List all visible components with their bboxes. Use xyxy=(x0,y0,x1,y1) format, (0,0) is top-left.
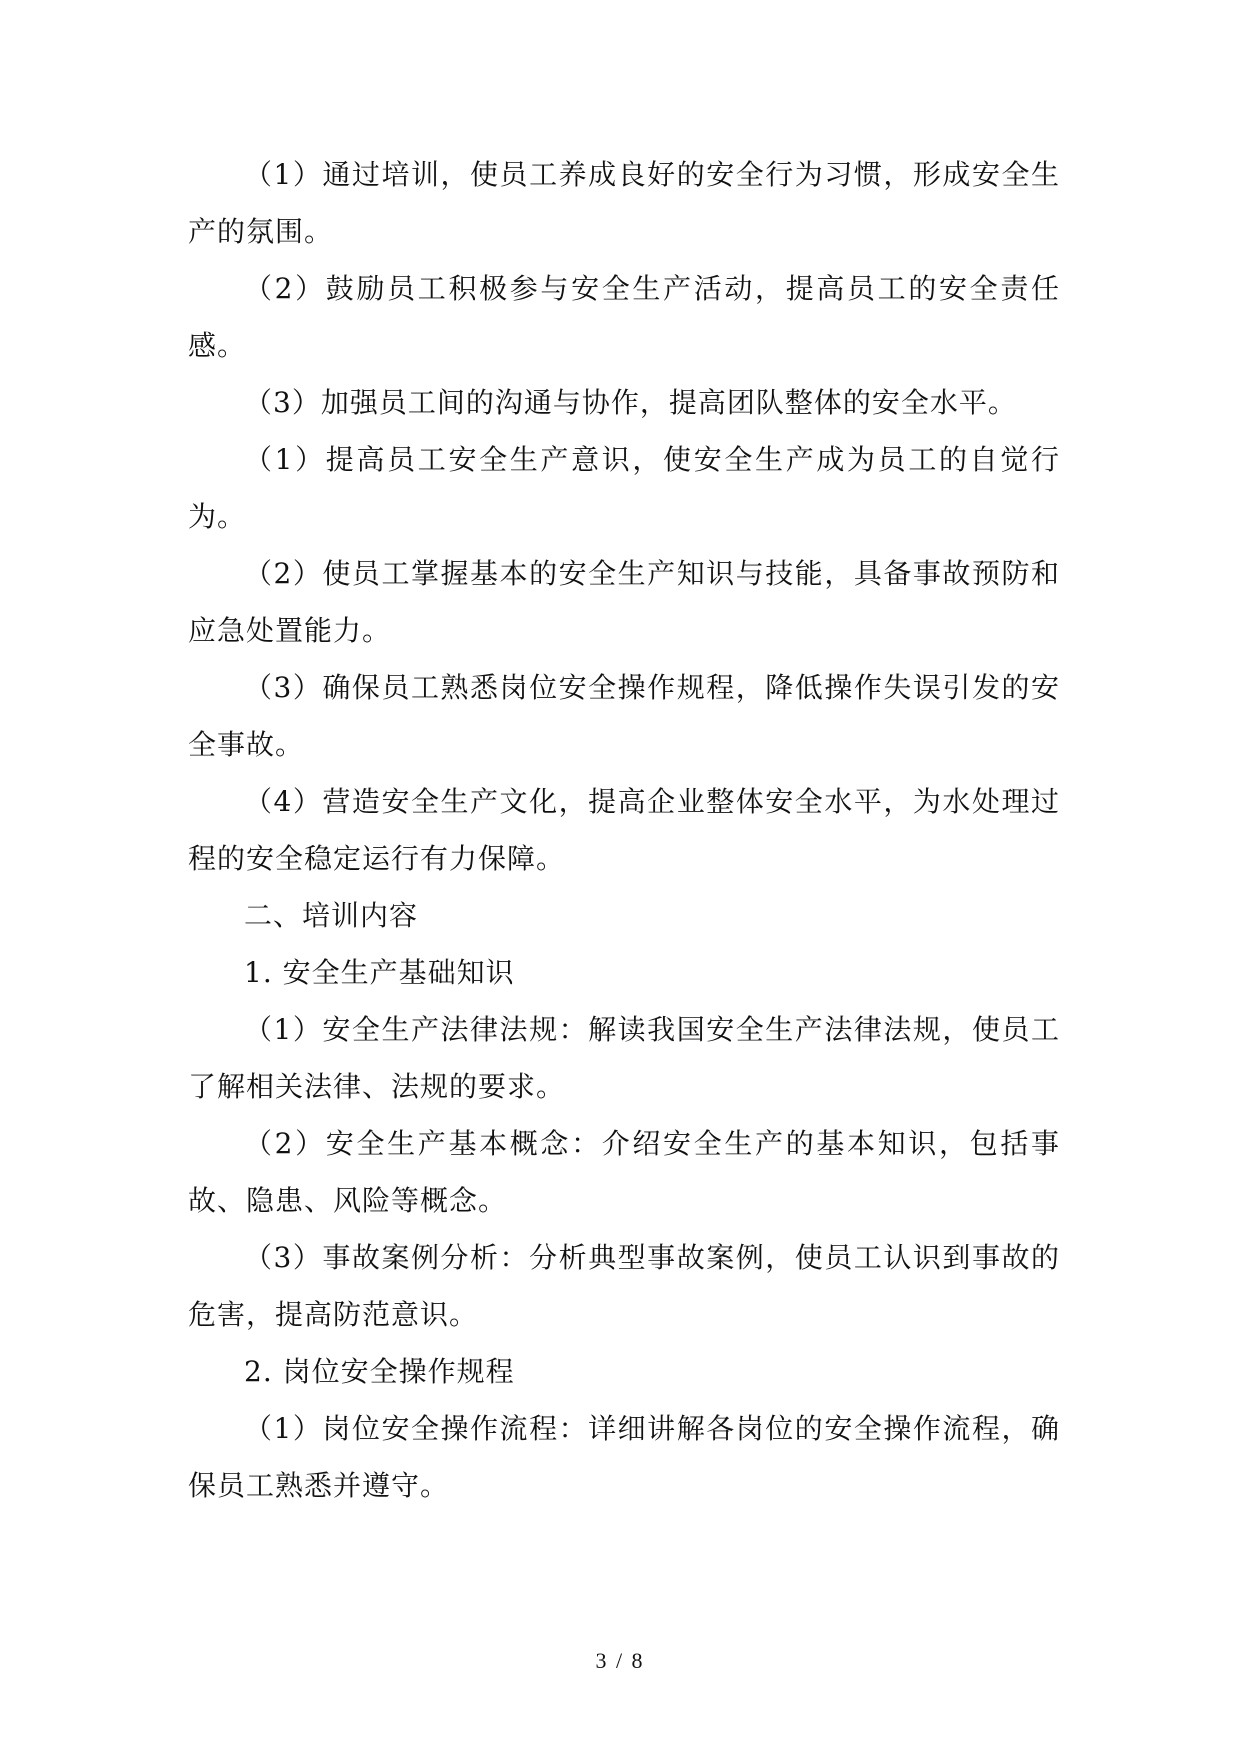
paragraph-objective-1: （1）通过培训，使员工养成良好的安全行为习惯，形成安全生产的氛围。 xyxy=(188,158,1060,248)
subsection-heading-safety-basics: 1. 安全生产基础知识 xyxy=(244,956,515,989)
paragraph-laws: （1）安全生产法律法规：解读我国安全生产法律法规，使员工了解相关法律、法规的要求。 xyxy=(188,1013,1060,1103)
paragraph-goal-2: （2）使员工掌握基本的安全生产知识与技能，具备事故预防和应急处置能力。 xyxy=(188,557,1060,647)
paragraph-objective-3: （3）加强员工间的沟通与协作，提高团队整体的安全水平。 xyxy=(244,386,1017,419)
subsection-heading-operating-rules: 2. 岗位安全操作规程 xyxy=(244,1355,515,1388)
paragraph-goal-3: （3）确保员工熟悉岗位安全操作规程，降低操作失误引发的安全事故。 xyxy=(188,671,1060,761)
paragraph-case-analysis: （3）事故案例分析：分析典型事故案例，使员工认识到事故的危害，提高防范意识。 xyxy=(188,1241,1060,1331)
page-number: 3 / 8 xyxy=(595,1648,645,1673)
paragraph-goal-4: （4）营造安全生产文化，提高企业整体安全水平，为水处理过程的安全稳定运行有力保障。 xyxy=(188,785,1060,875)
section-heading-training-content: 二、培训内容 xyxy=(244,899,419,932)
paragraph-operating-procedure: （1）岗位安全操作流程：详细讲解各岗位的安全操作流程，确保员工熟悉并遵守。 xyxy=(188,1412,1060,1502)
paragraph-objective-2: （2）鼓励员工积极参与安全生产活动，提高员工的安全责任感。 xyxy=(188,272,1060,362)
document-body xyxy=(188,146,1060,1514)
paragraph-goal-1: （1）提高员工安全生产意识，使安全生产成为员工的自觉行为。 xyxy=(188,443,1060,533)
paragraph-concepts: （2）安全生产基本概念：介绍安全生产的基本知识，包括事故、隐患、风险等概念。 xyxy=(188,1127,1060,1217)
